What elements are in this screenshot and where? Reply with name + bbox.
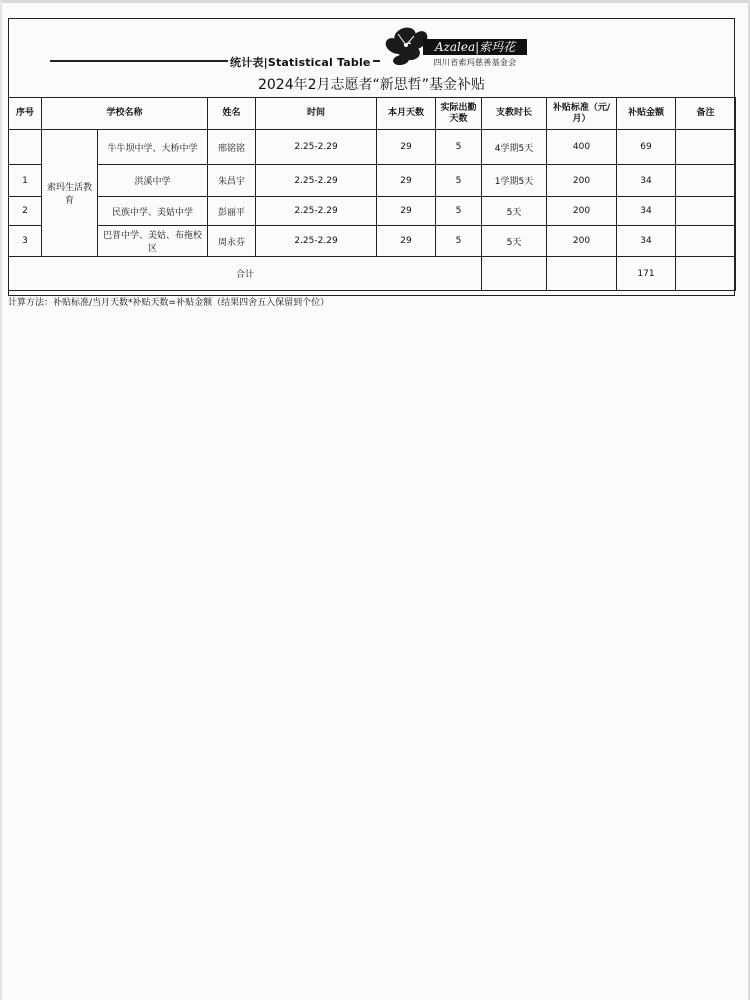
row-days-attended: 5 [436, 130, 482, 165]
table-header-row [9, 98, 736, 130]
table-row [9, 130, 736, 165]
row-name: 彭丽平 [208, 197, 256, 226]
row-amount: 34 [617, 226, 676, 257]
row-seq: 2 [9, 197, 42, 226]
total-amount: 171 [617, 257, 676, 291]
total-label: 合计 [9, 257, 482, 291]
row-standard: 200 [547, 226, 617, 257]
table-row [9, 197, 736, 226]
row-school: 巴普中学、美姑、布拖校区 [98, 226, 208, 257]
row-school: 洪溪中学 [98, 165, 208, 197]
col-header-amount: 补贴金额 [617, 98, 676, 130]
scan-edge-top [0, 0, 750, 3]
azalea-logo [383, 22, 528, 68]
row-standard: 400 [547, 130, 617, 165]
row-note [676, 130, 736, 165]
row-note [676, 226, 736, 257]
row-amount: 34 [617, 197, 676, 226]
logo-brand: Azalea|索玛花 [423, 39, 527, 55]
total-row [9, 257, 736, 291]
row-seq: 1 [9, 165, 42, 197]
row-time: 2.25-2.29 [256, 226, 377, 257]
table-row [9, 165, 736, 197]
row-standard: 200 [547, 197, 617, 226]
row-duration: 4学期5天 [482, 130, 547, 165]
row-amount: 69 [617, 130, 676, 165]
row-days-attended: 5 [436, 165, 482, 197]
total-blank-standard [547, 257, 617, 291]
row-days-attended: 5 [436, 226, 482, 257]
table-row [9, 226, 736, 257]
row-note [676, 165, 736, 197]
total-blank-note [676, 257, 736, 291]
row-time: 2.25-2.29 [256, 165, 377, 197]
row-time: 2.25-2.29 [256, 130, 377, 165]
row-name: 邢铭铭 [208, 130, 256, 165]
col-header-duration: 支教时长 [482, 98, 547, 130]
region-cell: 索玛生活教育 [42, 130, 98, 257]
row-amount: 34 [617, 165, 676, 197]
col-header-school: 学校名称 [42, 98, 208, 130]
total-blank-duration [482, 257, 547, 291]
row-name: 周永芬 [208, 226, 256, 257]
row-days-attended: 5 [436, 197, 482, 226]
row-standard: 200 [547, 165, 617, 197]
scan-edge-left [0, 0, 2, 1000]
row-duration: 1学期5天 [482, 165, 547, 197]
row-seq [9, 130, 42, 165]
row-time: 2.25-2.29 [256, 197, 377, 226]
row-duration: 5天 [482, 226, 547, 257]
col-header-standard: 补贴标准（元/月） [547, 98, 617, 130]
subsidy-table [8, 97, 736, 291]
col-header-days-in-month: 本月天数 [377, 98, 436, 130]
col-header-note: 备注 [676, 98, 736, 130]
calculation-method-note: 计算方法：补贴标准/当月天数*补贴天数=补贴金额（结果四舍五入保留到个位） [8, 298, 330, 308]
row-school: 民族中学、美姑中学 [98, 197, 208, 226]
col-header-seq: 序号 [9, 98, 42, 130]
row-seq: 3 [9, 226, 42, 257]
row-duration: 5天 [482, 197, 547, 226]
row-days-in-month: 29 [377, 130, 436, 165]
col-header-days-attended: 实际出勤天数 [436, 98, 482, 130]
row-name: 朱昌宇 [208, 165, 256, 197]
logo-org-name: 四川省索玛慈善基金会 [433, 58, 517, 67]
row-note [676, 197, 736, 226]
statistical-table-label: 统计表|Statistical Table [230, 56, 371, 69]
row-days-in-month: 29 [377, 226, 436, 257]
row-days-in-month: 29 [377, 165, 436, 197]
col-header-name: 姓名 [208, 98, 256, 130]
row-school: 牛牛坝中学、大桥中学 [98, 130, 208, 165]
row-days-in-month: 29 [377, 197, 436, 226]
document-title: 2024年2月志愿者“新思哲”基金补贴 [257, 77, 486, 93]
col-header-time: 时间 [256, 98, 377, 130]
